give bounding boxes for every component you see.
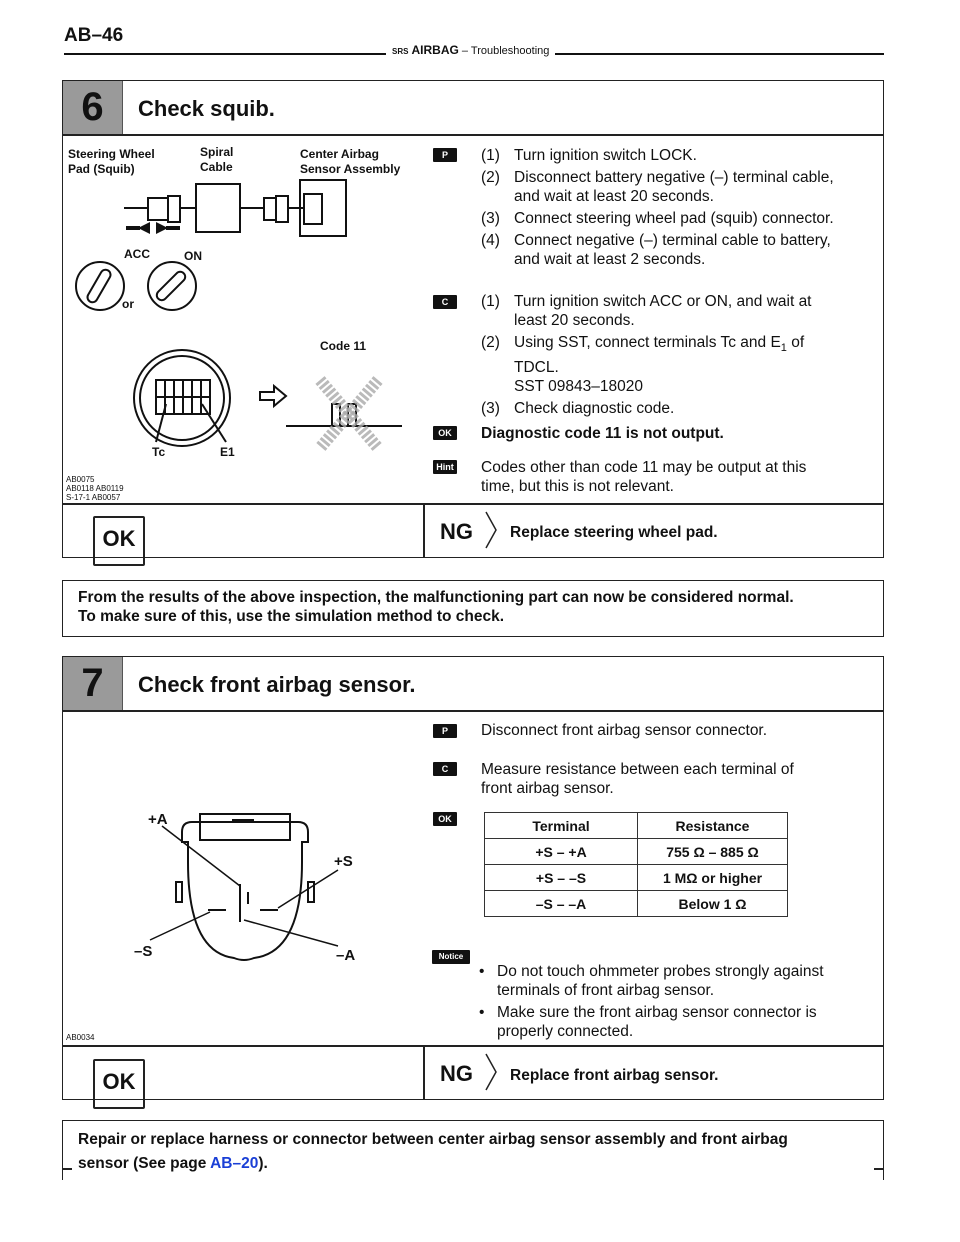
page-number: AB–46 (64, 25, 124, 46)
prep-badge: P (433, 148, 457, 162)
fig-code-1: AB0075 (66, 475, 95, 484)
table-header-resistance: Resistance (638, 813, 788, 839)
step-6-ok-button (93, 516, 145, 566)
table-cell-terminal: +S – –S (485, 865, 638, 891)
table-row (485, 839, 788, 865)
prep-item-2-cont: and wait at least 20 seconds. (514, 188, 714, 205)
check-badge-7: C (433, 762, 457, 776)
squib-figure (64, 136, 422, 502)
front-sensor-connector (150, 814, 338, 960)
page-link-ab-20[interactable]: AB–20 (210, 1155, 259, 1172)
fig-code-2: AB0118 AB0119 (66, 484, 124, 493)
notice-item-1-cont: terminals of front airbag sensor. (497, 982, 715, 999)
fig-code-3: S-17-1 AB0057 (66, 493, 121, 502)
step-6-prep-list (481, 146, 877, 269)
check-item-3: (3) Check diagnostic code. (481, 400, 675, 418)
prep-item-4: (4) Connect negative (–) terminal cable to battery, (481, 232, 831, 249)
step-6-ng-action: Replace steering wheel pad. (510, 524, 718, 541)
ignition-key-icons (76, 262, 196, 310)
step-7-ng-label: NG (440, 1061, 473, 1086)
check-item-2-cont: TDCL. (514, 359, 559, 377)
table-row (485, 891, 788, 917)
step-6-check-list (481, 292, 877, 418)
fig-label-plus-s: +S (334, 853, 353, 870)
fig-label-center-1: Center Airbag (300, 147, 379, 161)
fig-label-or: or (122, 297, 134, 311)
notice-item-2: • Make sure the front airbag sensor connector is (479, 1004, 817, 1021)
ok-badge: OK (433, 426, 457, 440)
section-header (386, 43, 555, 57)
table-cell-terminal: –S – –A (485, 891, 638, 917)
note-line-2: To make sure of this, use the simulation method to check. (78, 608, 505, 625)
ok-badge-7: OK (433, 812, 457, 826)
fig-label-plus-a: +A (148, 811, 168, 828)
check-item-1-cont: least 20 seconds. (514, 312, 635, 329)
fig-label-minus-s: –S (134, 943, 153, 960)
hint-line-2: time, but this is not relevant. (481, 478, 674, 495)
step-6-hint (481, 458, 877, 496)
chevron-right-icon (484, 510, 500, 550)
table-cell-terminal: +S – +A (485, 839, 638, 865)
table-header-terminal: Terminal (485, 813, 638, 839)
check-7-line-1: Measure resistance between each terminal of (481, 761, 794, 778)
fig-label-on: ON (184, 249, 202, 263)
step-7-divider (423, 1045, 425, 1099)
final-line-2: sensor (See page AB–20). (78, 1155, 268, 1172)
check-item-2: (2) Using SST, connect terminals Tc and $E_1$ of (481, 334, 805, 355)
front-sensor-figure (64, 712, 422, 1044)
step-6-ok-result: Diagnostic code 11 is not output. (481, 425, 724, 442)
prep-badge-7: P (433, 724, 457, 738)
table-header-row (485, 813, 788, 839)
prep-item-1: (1) Turn ignition switch LOCK. (481, 147, 697, 164)
fig-label-center-2: Sensor Assembly (300, 162, 401, 176)
check-7-line-2: front airbag sensor. (481, 780, 614, 797)
prep-item-3: (3) Connect steering wheel pad (squib) connector. (481, 210, 834, 227)
airbag-label: AIRBAG (411, 43, 459, 57)
step-6-ng-label: NG (440, 519, 473, 544)
fig-label-spiral-1: Spiral (200, 145, 234, 159)
notice-badge: Notice (432, 950, 470, 964)
fig-label-tc: Tc (152, 445, 166, 459)
code-11-waveform (286, 380, 402, 448)
fig-label-acc: ACC (124, 247, 150, 261)
step-7-ng-action: Replace front airbag sensor. (510, 1067, 719, 1084)
chevron-right-icon (484, 1052, 500, 1092)
notice-item-1: • Do not touch ohmmeter probes strongly against (479, 963, 824, 980)
fig-label-e1: E1 (220, 445, 235, 459)
table-cell-resistance: Below 1 Ω (638, 891, 788, 917)
step-7-title: Check front airbag sensor. (138, 672, 416, 697)
step-7-ok-button (93, 1059, 145, 1109)
step-7-ok-label: OK (102, 1069, 136, 1094)
check-item-1: (1) Turn ignition switch ACC or ON, and wait at (481, 293, 812, 310)
final-action-text (78, 1128, 878, 1176)
fig-label-minus-a: –A (336, 947, 356, 964)
step-6-title: Check squib. (138, 96, 275, 121)
fig-label-spiral-2: Cable (200, 160, 233, 174)
step-7-check (481, 760, 877, 798)
step-7-number: 7 (81, 661, 104, 705)
table-cell-resistance: 755 Ω – 885 Ω (638, 839, 788, 865)
hint-line-1: Codes other than code 11 may be output at this (481, 459, 807, 476)
fig-label-code: Code 11 (320, 339, 367, 353)
notice-item-2-cont: properly connected. (497, 1023, 634, 1040)
hint-badge: Hint (433, 460, 457, 474)
fig-code-ab0034: AB0034 (66, 1033, 95, 1042)
step-6-number: 6 (81, 85, 104, 129)
fig-label-steering-1: Steering Wheel (68, 147, 155, 161)
note-line-1: From the results of the above inspection, the malfunctioning part can now be considered normal. (78, 589, 794, 606)
table-row (485, 865, 788, 891)
squib-arrows (126, 222, 180, 234)
resistance-table (484, 812, 788, 917)
check-item-2-sst: SST 09843–18020 (514, 378, 643, 396)
step-6-divider (423, 503, 425, 557)
table-cell-resistance: 1 MΩ or higher (638, 865, 788, 891)
step-7-prep: Disconnect front airbag sensor connector. (481, 722, 768, 739)
step-6-ok-label: OK (102, 526, 136, 551)
arrow-right-icon (260, 386, 286, 406)
prep-item-2: (2) Disconnect battery negative (–) terminal cable, (481, 169, 834, 186)
fig-label-steering-2: Pad (Squib) (68, 162, 135, 176)
simulation-note (78, 588, 878, 626)
step-7-notice (479, 962, 879, 1041)
step-6-number-block (63, 81, 123, 135)
section-label: – Troubleshooting (461, 45, 550, 57)
final-box-corner-left (62, 1168, 72, 1170)
step-7-number-block (63, 657, 123, 711)
srs-label: SRS (392, 47, 409, 56)
prep-item-4-cont: and wait at least 2 seconds. (514, 251, 706, 268)
check-badge: C (433, 295, 457, 309)
step-7-ok-rule (63, 1045, 883, 1047)
step-6-ok-rule (63, 503, 883, 505)
tdcl-connector (134, 350, 230, 446)
final-line-1: Repair or replace harness or connector between center airbag sensor assembly and front airbag (78, 1131, 788, 1148)
